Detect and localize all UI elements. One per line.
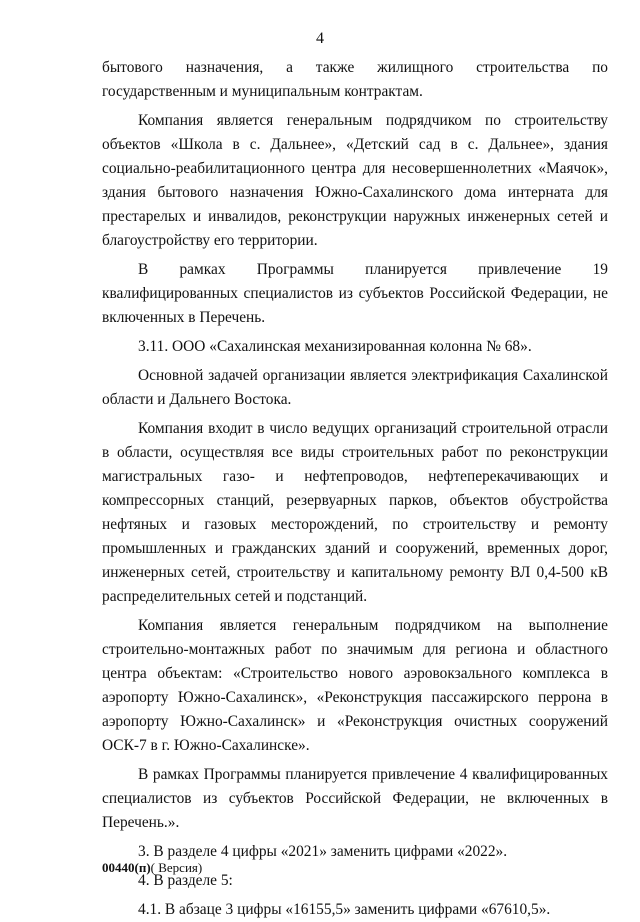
paragraph-general-contractor-airport: Компания является генеральным подрядчиком на выполнение строительно-монтажных работ по значимым для региона и областного центра объектам: «Строительство нового аэровокзального комплекса в аэропорту Южно-Сахалинск», «Реконструкция пассажирского перрона в аэропорту Южно-Сахалинск» и «Реконструкция очистных сооружений ОСК-7 в г. Южно-Сахалинске». <box>102 617 608 754</box>
page-number: 4 <box>316 30 324 47</box>
amendment-item-4: 4. В разделе 5: <box>138 872 233 889</box>
amendment-item-4-1: 4.1. В абзаце 3 цифры «16155,5» заменить цифрами «67610,5». <box>138 901 551 918</box>
paragraph-continuation: бытового назначения, а также жилищного строительства по государственным и муниципальным контрактам. <box>102 59 608 100</box>
amendment-item-3: 3. В разделе 4 цифры «2021» заменить цифрами «2022». <box>138 843 508 860</box>
document-footer <box>102 860 202 876</box>
paragraph-general-contractor-dalnee: Компания является генеральным подрядчиком по строительству объектов «Школа в с. Дальнее», «Детский сад в с. Дальнее», здания социально-реабилитационного центра для несовершеннолетних «Маячок», здания бытового назначения Южно-Сахалинского дома интерната для престарелых и инвалидов, реконструкции наружных инженерных сетей и благоустройству его территории. <box>102 112 608 249</box>
paragraph-program-19-specialists: В рамках Программы планируется привлечение 19 квалифицированных специалистов из субъектов Российской Федерации, не включенных в Перечень. <box>102 261 608 326</box>
document-version: ( Версия) <box>150 860 203 875</box>
paragraph-program-4-specialists: В рамках Программы планируется привлечение 4 квалифицированных специалистов из субъектов Российской Федерации, не включенных в Перечень.». <box>102 766 608 831</box>
document-code: 00440(п) <box>102 860 151 875</box>
section-heading-3-11: 3.11. ООО «Сахалинская механизированная колонна № 68». <box>138 338 532 355</box>
paragraph-leading-organizations: Компания входит в число ведущих организаций строительной отрасли в области, осуществляя все виды строительных работ по реконструкции магистральных газо- и нефтепроводов, нефтеперекачивающих и компрессорных станций, резервуарных парков, объектов обустройства нефтяных и газовых месторождений, по строительству и ремонту промышленных и гражданских зданий и сооружений, временных дорог, инженерных сетей, строительству и капитальному ремонту ВЛ 0,4-500 кВ распределительных сетей и подстанций. <box>102 420 608 605</box>
paragraph-main-task: Основной задачей организации является электрификация Сахалинской области и Дальнего Востока. <box>102 367 608 408</box>
document-body <box>102 56 608 922</box>
